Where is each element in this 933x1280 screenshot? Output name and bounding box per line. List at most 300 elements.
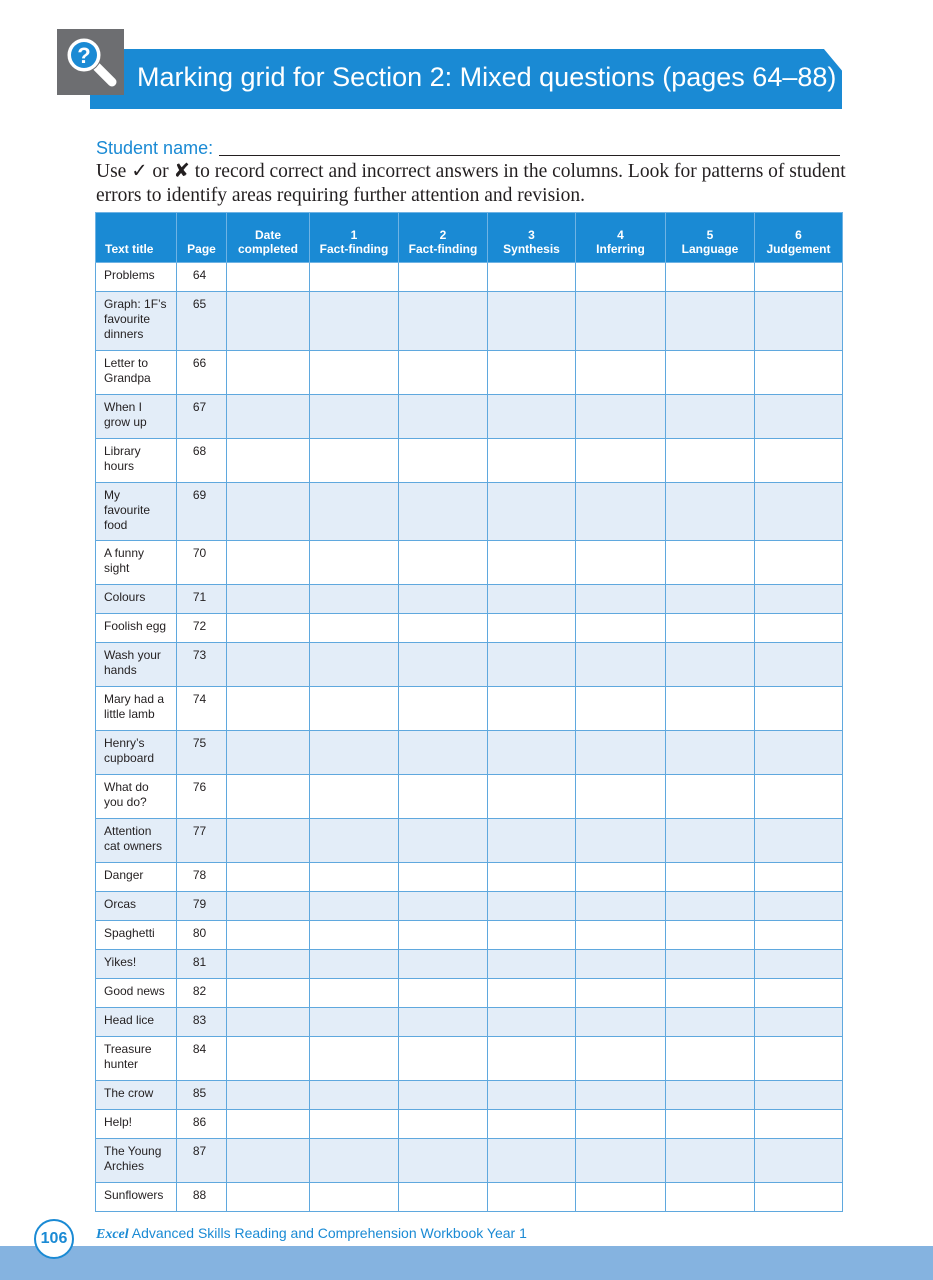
page-cell: 75 <box>177 731 227 775</box>
table-row <box>96 585 843 614</box>
text-title-line: little lamb <box>104 707 155 721</box>
q2-cell[interactable] <box>399 1139 488 1183</box>
q3-cell[interactable] <box>488 921 576 950</box>
q5-cell[interactable] <box>666 541 755 585</box>
q4-cell[interactable] <box>576 439 666 483</box>
q5-cell[interactable] <box>666 863 755 892</box>
date-cell[interactable] <box>227 1081 310 1110</box>
date-cell[interactable] <box>227 614 310 643</box>
q5-cell[interactable] <box>666 1081 755 1110</box>
q4-cell[interactable] <box>576 819 666 863</box>
q5-cell[interactable] <box>666 979 755 1008</box>
text-title-cell <box>96 643 177 687</box>
q4-cell[interactable] <box>576 483 666 541</box>
q6-cell[interactable] <box>755 979 843 1008</box>
q2-cell[interactable] <box>399 395 488 439</box>
q4-cell[interactable] <box>576 950 666 979</box>
header-label: Text title <box>105 242 154 256</box>
q5-cell[interactable] <box>666 921 755 950</box>
table-row <box>96 979 843 1008</box>
date-cell[interactable] <box>227 863 310 892</box>
q1-cell[interactable] <box>310 979 399 1008</box>
header-q6 <box>755 213 843 263</box>
magnifier-question-icon <box>57 29 124 95</box>
table-row <box>96 263 843 292</box>
date-cell[interactable] <box>227 263 310 292</box>
q6-cell[interactable] <box>755 585 843 614</box>
page-cell: 83 <box>177 1008 227 1037</box>
text-title-cell <box>96 395 177 439</box>
table-row <box>96 863 843 892</box>
text-title-cell <box>96 483 177 541</box>
header-label: Fact-finding <box>319 242 389 256</box>
date-cell[interactable] <box>227 687 310 731</box>
text-title-cell <box>96 892 177 921</box>
date-cell[interactable] <box>227 775 310 819</box>
text-title-cell <box>96 775 177 819</box>
table-row <box>96 395 843 439</box>
q6-cell[interactable] <box>755 892 843 921</box>
q3-cell[interactable] <box>488 439 576 483</box>
q4-cell[interactable] <box>576 731 666 775</box>
q4-cell[interactable] <box>576 1081 666 1110</box>
q1-cell[interactable] <box>310 775 399 819</box>
q4-cell[interactable] <box>576 292 666 351</box>
text-title-line: The crow <box>104 1086 154 1100</box>
text-title-line: Henry’s <box>104 736 145 750</box>
q1-cell[interactable] <box>310 351 399 395</box>
text-title-line: Help! <box>104 1115 133 1129</box>
date-cell[interactable] <box>227 819 310 863</box>
q6-cell[interactable] <box>755 292 843 351</box>
text-title-cell <box>96 292 177 351</box>
page-cell: 80 <box>177 921 227 950</box>
text-title-line: favourite <box>104 312 151 326</box>
q5-cell[interactable] <box>666 892 755 921</box>
date-cell[interactable] <box>227 292 310 351</box>
q1-cell[interactable] <box>310 1183 399 1212</box>
q2-cell[interactable] <box>399 819 488 863</box>
q6-cell[interactable] <box>755 643 843 687</box>
text-title-cell <box>96 819 177 863</box>
footer-band <box>0 1246 933 1280</box>
q2-cell[interactable] <box>399 614 488 643</box>
q3-cell[interactable] <box>488 819 576 863</box>
date-cell[interactable] <box>227 643 310 687</box>
date-cell[interactable] <box>227 1008 310 1037</box>
page-cell: 65 <box>177 292 227 351</box>
q3-cell[interactable] <box>488 687 576 731</box>
table-row <box>96 687 843 731</box>
q3-cell[interactable] <box>488 1081 576 1110</box>
q1-cell[interactable] <box>310 643 399 687</box>
page-cell: 78 <box>177 863 227 892</box>
table-row <box>96 892 843 921</box>
header-top-label: Date <box>254 228 281 242</box>
page-cell: 86 <box>177 1110 227 1139</box>
text-title-line: Mary had a <box>104 692 165 706</box>
text-title-cell <box>96 731 177 775</box>
q2-cell[interactable] <box>399 892 488 921</box>
header-label: Page <box>187 242 216 256</box>
text-title-line: Head lice <box>104 1013 155 1027</box>
q1-cell[interactable] <box>310 1139 399 1183</box>
date-cell[interactable] <box>227 1183 310 1212</box>
date-cell[interactable] <box>227 921 310 950</box>
svg-text:?: ? <box>77 43 91 68</box>
q4-cell[interactable] <box>576 541 666 585</box>
page-cell: 66 <box>177 351 227 395</box>
text-title-line: Grandpa <box>104 371 151 385</box>
q6-cell[interactable] <box>755 1139 843 1183</box>
q5-cell[interactable] <box>666 1008 755 1037</box>
text-title-line: sight <box>104 561 130 575</box>
q6-cell[interactable] <box>755 1037 843 1081</box>
q5-cell[interactable] <box>666 1037 755 1081</box>
q2-cell[interactable] <box>399 643 488 687</box>
q2-cell[interactable] <box>399 863 488 892</box>
q1-cell[interactable] <box>310 921 399 950</box>
q3-cell[interactable] <box>488 950 576 979</box>
q3-cell[interactable] <box>488 263 576 292</box>
q1-cell[interactable] <box>310 483 399 541</box>
student-name-field[interactable] <box>219 155 840 156</box>
q4-cell[interactable] <box>576 585 666 614</box>
q6-cell[interactable] <box>755 351 843 395</box>
text-title-line: cat owners <box>104 839 163 853</box>
q2-cell[interactable] <box>399 775 488 819</box>
q3-cell[interactable] <box>488 614 576 643</box>
q5-cell[interactable] <box>666 263 755 292</box>
q2-cell[interactable] <box>399 483 488 541</box>
text-title-line: Graph: 1F’s <box>104 297 167 311</box>
text-title-line: hours <box>104 459 135 473</box>
page-cell: 74 <box>177 687 227 731</box>
page-cell: 70 <box>177 541 227 585</box>
q4-cell[interactable] <box>576 614 666 643</box>
text-title-cell <box>96 351 177 395</box>
q3-cell[interactable] <box>488 395 576 439</box>
q6-cell[interactable] <box>755 819 843 863</box>
q4-cell[interactable] <box>576 643 666 687</box>
text-title-cell <box>96 263 177 292</box>
table-row <box>96 1183 843 1212</box>
text-title-line: Foolish egg <box>104 619 167 633</box>
text-title-cell <box>96 614 177 643</box>
q5-cell[interactable] <box>666 395 755 439</box>
q1-cell[interactable] <box>310 950 399 979</box>
q6-cell[interactable] <box>755 775 843 819</box>
q5-cell[interactable] <box>666 614 755 643</box>
marking-grid <box>95 212 843 1212</box>
q2-cell[interactable] <box>399 439 488 483</box>
q2-cell[interactable] <box>399 1008 488 1037</box>
q1-cell[interactable] <box>310 541 399 585</box>
q3-cell[interactable] <box>488 863 576 892</box>
text-title-cell <box>96 541 177 585</box>
q1-cell[interactable] <box>310 614 399 643</box>
footer-brand: Excel <box>96 1227 129 1242</box>
table-row <box>96 483 843 541</box>
text-title-line: Archies <box>104 1159 145 1173</box>
text-title-cell <box>96 687 177 731</box>
q6-cell[interactable] <box>755 395 843 439</box>
header-label: Inferring <box>596 242 645 256</box>
header-q5 <box>666 213 755 263</box>
q4-cell[interactable] <box>576 1037 666 1081</box>
instructions-pre: Use <box>96 161 127 182</box>
q2-cell[interactable] <box>399 1110 488 1139</box>
q1-cell[interactable] <box>310 1110 399 1139</box>
text-title-line: Danger <box>104 868 144 882</box>
q3-cell[interactable] <box>488 979 576 1008</box>
q1-cell[interactable] <box>310 819 399 863</box>
q4-cell[interactable] <box>576 921 666 950</box>
q5-cell[interactable] <box>666 687 755 731</box>
q2-cell[interactable] <box>399 1081 488 1110</box>
q5-cell[interactable] <box>666 351 755 395</box>
q3-cell[interactable] <box>488 585 576 614</box>
q1-cell[interactable] <box>310 863 399 892</box>
q4-cell[interactable] <box>576 1139 666 1183</box>
header-top-label: 6 <box>795 228 802 242</box>
q5-cell[interactable] <box>666 819 755 863</box>
q5-cell[interactable] <box>666 950 755 979</box>
instructions <box>96 160 848 208</box>
text-title-cell <box>96 921 177 950</box>
text-title-line: Library <box>104 444 141 458</box>
q3-cell[interactable] <box>488 1037 576 1081</box>
footer-text <box>96 1225 527 1243</box>
q5-cell[interactable] <box>666 439 755 483</box>
date-cell[interactable] <box>227 979 310 1008</box>
q6-cell[interactable] <box>755 483 843 541</box>
text-title-line: hands <box>104 663 137 677</box>
q3-cell[interactable] <box>488 541 576 585</box>
grid-body <box>96 263 843 1212</box>
q1-cell[interactable] <box>310 263 399 292</box>
q2-cell[interactable] <box>399 687 488 731</box>
text-title-cell <box>96 863 177 892</box>
text-title-line: My <box>104 488 120 502</box>
header-q4 <box>576 213 666 263</box>
page-cell: 73 <box>177 643 227 687</box>
q2-cell[interactable] <box>399 1037 488 1081</box>
q6-cell[interactable] <box>755 1183 843 1212</box>
page-cell: 72 <box>177 614 227 643</box>
q3-cell[interactable] <box>488 731 576 775</box>
q5-cell[interactable] <box>666 292 755 351</box>
text-title-line: hunter <box>104 1057 139 1071</box>
q3-cell[interactable] <box>488 292 576 351</box>
question-logo <box>57 29 124 95</box>
q1-cell[interactable] <box>310 1037 399 1081</box>
page-cell: 88 <box>177 1183 227 1212</box>
text-title-line: cupboard <box>104 751 155 765</box>
header-page <box>177 213 227 263</box>
text-title-line: Sunflowers <box>104 1188 164 1202</box>
date-cell[interactable] <box>227 1139 310 1183</box>
q3-cell[interactable] <box>488 892 576 921</box>
header-text-title <box>96 213 177 263</box>
table-row <box>96 614 843 643</box>
q3-cell[interactable] <box>488 1139 576 1183</box>
header-top-label: 4 <box>617 228 624 242</box>
table-row <box>96 1110 843 1139</box>
text-title-cell <box>96 1008 177 1037</box>
text-title-line: dinners <box>104 327 144 341</box>
table-row <box>96 950 843 979</box>
page-cell: 82 <box>177 979 227 1008</box>
q5-cell[interactable] <box>666 1139 755 1183</box>
q1-cell[interactable] <box>310 585 399 614</box>
q4-cell[interactable] <box>576 351 666 395</box>
page-cell: 77 <box>177 819 227 863</box>
q4-cell[interactable] <box>576 979 666 1008</box>
header-label: completed <box>237 242 298 256</box>
footer-book-title: Advanced Skills Reading and Comprehension Workbook Year 1 <box>131 1225 527 1241</box>
q5-cell[interactable] <box>666 1110 755 1139</box>
header-label: Judgement <box>766 242 831 256</box>
page-cell: 67 <box>177 395 227 439</box>
table-row <box>96 819 843 863</box>
text-title-line: Problems <box>104 268 155 282</box>
text-title-cell <box>96 585 177 614</box>
q5-cell[interactable] <box>666 643 755 687</box>
q2-cell[interactable] <box>399 979 488 1008</box>
table-row <box>96 1081 843 1110</box>
date-cell[interactable] <box>227 541 310 585</box>
page-cell: 71 <box>177 585 227 614</box>
q5-cell[interactable] <box>666 585 755 614</box>
table-row <box>96 1139 843 1183</box>
text-title-line: Treasure <box>104 1042 152 1056</box>
table-row <box>96 643 843 687</box>
q3-cell[interactable] <box>488 483 576 541</box>
q3-cell[interactable] <box>488 643 576 687</box>
date-cell[interactable] <box>227 351 310 395</box>
q6-cell[interactable] <box>755 687 843 731</box>
q5-cell[interactable] <box>666 775 755 819</box>
text-title-line: you do? <box>104 795 147 809</box>
q2-cell[interactable] <box>399 731 488 775</box>
header-date-completed <box>227 213 310 263</box>
header-row <box>96 213 843 263</box>
q6-cell[interactable] <box>755 1008 843 1037</box>
q4-cell[interactable] <box>576 863 666 892</box>
date-cell[interactable] <box>227 439 310 483</box>
date-cell[interactable] <box>227 892 310 921</box>
q5-cell[interactable] <box>666 731 755 775</box>
q6-cell[interactable] <box>755 541 843 585</box>
q6-cell[interactable] <box>755 439 843 483</box>
student-name-label: Student name: <box>96 138 214 158</box>
q4-cell[interactable] <box>576 395 666 439</box>
q3-cell[interactable] <box>488 775 576 819</box>
q6-cell[interactable] <box>755 1110 843 1139</box>
q1-cell[interactable] <box>310 687 399 731</box>
q2-cell[interactable] <box>399 585 488 614</box>
date-cell[interactable] <box>227 950 310 979</box>
date-cell[interactable] <box>227 483 310 541</box>
q1-cell[interactable] <box>310 892 399 921</box>
page-cell: 69 <box>177 483 227 541</box>
q4-cell[interactable] <box>576 1110 666 1139</box>
q3-cell[interactable] <box>488 1110 576 1139</box>
q6-cell[interactable] <box>755 1081 843 1110</box>
q6-cell[interactable] <box>755 263 843 292</box>
table-row <box>96 351 843 395</box>
text-title-line: Yikes! <box>104 955 137 969</box>
page-number: 106 <box>34 1219 74 1259</box>
q4-cell[interactable] <box>576 775 666 819</box>
q1-cell[interactable] <box>310 1081 399 1110</box>
text-title-cell <box>96 1183 177 1212</box>
q6-cell[interactable] <box>755 731 843 775</box>
q2-cell[interactable] <box>399 263 488 292</box>
header-label: Language <box>681 242 739 256</box>
q6-cell[interactable] <box>755 614 843 643</box>
q2-cell[interactable] <box>399 351 488 395</box>
date-cell[interactable] <box>227 1110 310 1139</box>
q3-cell[interactable] <box>488 1183 576 1212</box>
text-title-line: food <box>104 518 128 532</box>
q1-cell[interactable] <box>310 731 399 775</box>
date-cell[interactable] <box>227 395 310 439</box>
q4-cell[interactable] <box>576 687 666 731</box>
q2-cell[interactable] <box>399 921 488 950</box>
q2-cell[interactable] <box>399 541 488 585</box>
date-cell[interactable] <box>227 585 310 614</box>
text-title-line: Letter to <box>104 356 149 370</box>
text-title-line: grow up <box>104 415 147 429</box>
text-title-line: Good news <box>104 984 165 998</box>
instructions-mid: or <box>152 161 169 182</box>
q6-cell[interactable] <box>755 950 843 979</box>
q1-cell[interactable] <box>310 1008 399 1037</box>
text-title-cell <box>96 1139 177 1183</box>
text-title-cell <box>96 950 177 979</box>
q3-cell[interactable] <box>488 1008 576 1037</box>
date-cell[interactable] <box>227 731 310 775</box>
page-cell: 68 <box>177 439 227 483</box>
q1-cell[interactable] <box>310 439 399 483</box>
q4-cell[interactable] <box>576 1183 666 1212</box>
q5-cell[interactable] <box>666 1183 755 1212</box>
q2-cell[interactable] <box>399 950 488 979</box>
text-title-line: Colours <box>104 590 146 604</box>
q4-cell[interactable] <box>576 263 666 292</box>
q1-cell[interactable] <box>310 395 399 439</box>
text-title-line: A funny <box>104 546 145 560</box>
q4-cell[interactable] <box>576 1008 666 1037</box>
page-cell: 81 <box>177 950 227 979</box>
q4-cell[interactable] <box>576 892 666 921</box>
text-title-cell <box>96 1110 177 1139</box>
q5-cell[interactable] <box>666 483 755 541</box>
header-q1 <box>310 213 399 263</box>
q6-cell[interactable] <box>755 921 843 950</box>
q2-cell[interactable] <box>399 292 488 351</box>
q2-cell[interactable] <box>399 1183 488 1212</box>
header-top-label: 2 <box>439 228 447 242</box>
q6-cell[interactable] <box>755 863 843 892</box>
date-cell[interactable] <box>227 1037 310 1081</box>
q1-cell[interactable] <box>310 292 399 351</box>
table-row <box>96 292 843 351</box>
q3-cell[interactable] <box>488 351 576 395</box>
header-top-label: 1 <box>350 228 358 242</box>
